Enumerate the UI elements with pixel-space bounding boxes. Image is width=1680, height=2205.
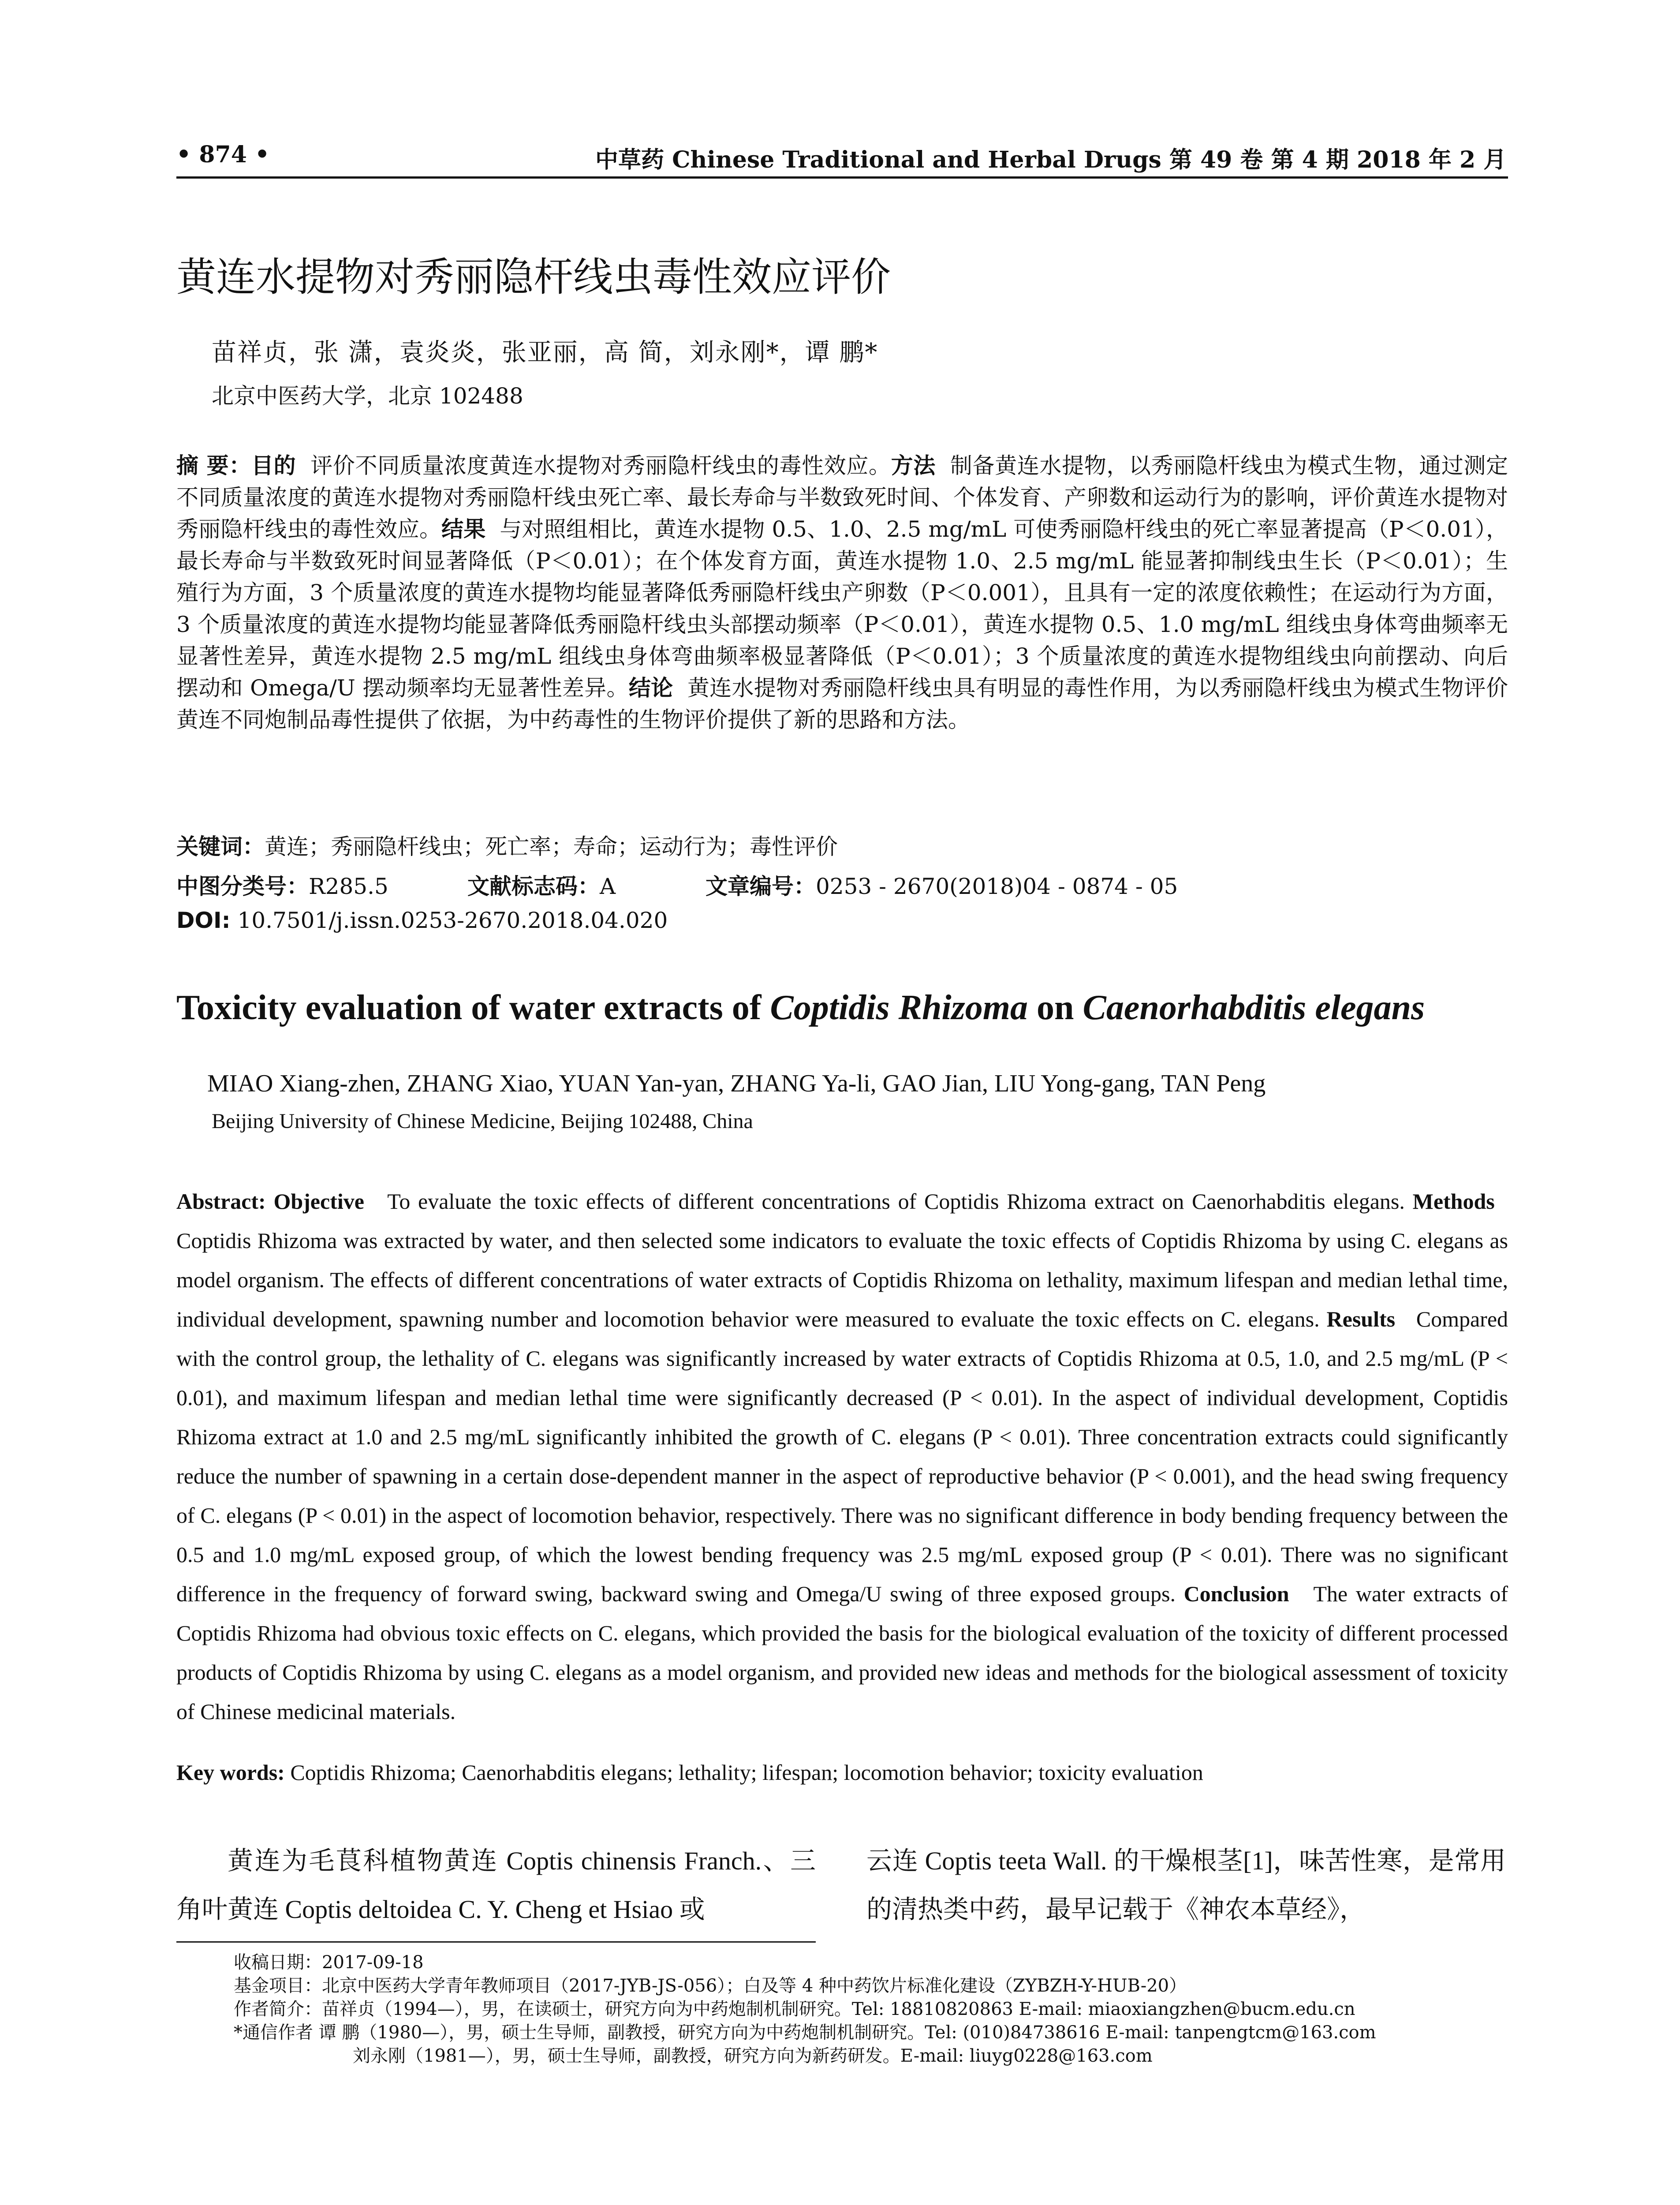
conclusion-label-en: Conclusion [1183,1581,1289,1606]
footnote-corresponding-1: *通信作者 谭 鹏（1980—），男，硕士生导师，副教授，研究方向为中药炮制机制研究。Tel: (010)84738616 E-mail: tanpengtcm@163.com [234,2022,1376,2043]
doi-line [176,908,668,933]
header-rule [176,176,1508,179]
title-en-species: Coptidis Rhizoma [770,988,1028,1027]
article-number [706,869,1178,901]
keywords-cn-label: 关键词： [176,834,265,860]
clc-label: 中图分类号： [176,874,309,899]
keywords-en-label: Key words: [176,1760,285,1785]
title-cn: 黄连水提物对秀丽隐杆线虫毒性效应评价 [176,254,891,300]
keywords-cn-text: 黄连；秀丽隐杆线虫；死亡率；寿命；运动行为；毒性评价 [265,834,838,860]
objective-label-cn: 目的 [251,453,296,478]
affiliation-cn: 北京中医药大学，北京 102488 [212,383,523,409]
authors-en: MIAO Xiang-zhen, ZHANG Xiao, YUAN Yan-yan, ZHANG Ya-li, GAO Jian, LIU Yong-gang, TAN Peng [207,1070,1266,1097]
footnote-corresponding-2: 刘永刚（1981—），男，硕士生导师，副教授，研究方向为新药研发。E-mail: liuyg0228@163.com [353,2046,1153,2066]
affiliation-en: Beijing University of Chinese Medicine, Beijing 102488, China [212,1110,753,1133]
footnote-received: 收稿日期：2017-09-18 [234,1952,424,1973]
doi-value: 10.7501/j.issn.0253-2670.2018.04.020 [237,908,668,933]
body-text-left: 黄连为毛茛科植物黄连 Coptis chinensis Franch.、三角叶黄连 Coptis deltoidea C. Y. Cheng et Hsiao 或 [176,1846,816,1924]
methods-en: Coptidis Rhizoma was extracted by water, and then selected some indicators to evaluate the toxic effects of Coptidis Rhizoma by using C. elegans as model organism. The effects of different concentrations of water extracts of Coptidis Rhizoma on lethality, maximum lifespan and median lethal time, individual development, spawning number and locomotion behavior were measured to evaluate the toxic effects on C. elegans. [176,1228,1508,1331]
title-en-organism: Caenorhabditis elegans [1083,988,1425,1027]
results-label-en: Results [1326,1307,1396,1331]
doc-label: 文献标志码： [467,874,600,899]
article-label: 文章编号： [706,874,816,899]
methods-cn: 制备黄连水提物，以秀丽隐杆线虫为模式生物，通过测定不同质量浓度的黄连水提物对秀丽隐杆线虫死亡率、最长寿命与半数致死时间、个体发育、产卵数和运动行为的影响，评价黄连水提物对秀丽隐杆线虫的毒性效应。 [176,453,1508,542]
abstract-en [176,1182,1508,1731]
body-column-left [176,1837,816,1934]
journal-name: 中草药 Chinese Traditional and Herbal Drugs 第 49 卷 第 4 期 2018 年 2 月 [595,146,1507,173]
doc-code [467,869,616,901]
results-cn: 与对照组相比，黄连水提物 0.5、1.0、2.5 mg/mL 可使秀丽隐杆线虫的死亡率显著提高（P＜0.01），最长寿命与半数致死时间显著降低（P＜0.01）；在个体发育方面，黄连水提物 1.0、2.5 mg/mL 能显著抑制线虫生长（P＜0.01）；生殖行为方面，3 个质量浓度的黄连水提物均能显著降低秀丽隐杆线虫产卵数（P＜0.001），且具有一定的浓度依赖性；在运动行为方面，3 个质量浓度的黄连水提物均能显著降低秀丽隐杆线虫头部摆动频率（P＜0.01），黄连水提物 0.5、1.0 mg/mL 组线虫身体弯曲频率无显著性差异，黄连水提物 2.5 mg/mL 组线虫身体弯曲频率极显著降低（P＜0.01）；3 个质量浓度的黄连水提物组线虫向前摆动、向后摆动和 Omega/U 摆动频率均无显著性差异。 [176,516,1508,701]
keywords-cn [176,829,838,861]
methods-label-en: Methods [1412,1189,1495,1214]
doi-label: DOI: [176,908,231,933]
title-en-part: Toxicity evaluation of water extracts of [176,988,770,1027]
authors-cn: 苗祥贞，张 潇，袁炎炎，张亚丽，高 简，刘永刚*，谭 鹏* [212,338,878,367]
results-label-cn: 结果 [441,516,486,542]
conclusion-label-cn: 结论 [628,675,673,701]
page-number: • 874 • [176,141,270,168]
results-en: Compared with the control group, the lethality of C. elegans was significantly increased by water extracts of Coptidis Rhizoma at 0.5, 1.0, and 2.5 mg/mL (P < 0.01), and maximum lifespan and median lethal time were significantly decreased (P < 0.01). In the aspect of individual development, Coptidis Rhizoma extract at 1.0 and 2.5 mg/mL significantly inhibited the growth of C. elegans (P < 0.01). Three concentration extracts could significantly reduce the number of spawning in a certain dose-dependent manner in the aspect of reproductive behavior (P < 0.001), and the head swing frequency of C. elegans (P < 0.01) in the aspect of locomotion behavior, respectively. There was no significant difference in body bending frequency between the 0.5 and 1.0 mg/mL exposed group, of which the lowest bending frequency was 2.5 mg/mL exposed group (P < 0.01). There was no significant difference in the frequency of forward swing, backward swing and Omega/U swing of three exposed groups. [176,1307,1508,1606]
title-en [176,988,1425,1028]
running-header [176,138,1508,173]
title-en-part: on [1028,988,1083,1027]
footnote-rule [176,1941,816,1943]
conclusion-cn: 黄连水提物对秀丽隐杆线虫具有明显的毒性作用，为以秀丽隐杆线虫为模式生物评价黄连不同炮制品毒性提供了依据，为中药毒性的生物评价提供了新的思路和方法。 [176,675,1508,733]
classification-line [176,869,1508,901]
footnote-bio: 作者简介：苗祥贞（1994—），男，在读硕士，研究方向为中药炮制机制研究。Tel: 18810820863 E-mail: miaoxiangzhen@bucm.edu.cn [234,1999,1355,2019]
abstract-cn-label: 摘 要： [176,453,251,478]
conclusion-en: The water extracts of Coptidis Rhizoma had obvious toxic effects on C. elegans, which provided the basis for the biological evaluation of the toxicity of different processed products of Coptidis Rhizoma by using C. elegans as a model organism, and provided new ideas and methods for the biological assessment of toxicity of Chinese medicinal materials. [176,1581,1508,1724]
keywords-en [176,1760,1203,1785]
clc-value: R285.5 [309,874,388,899]
article-value: 0253 - 2670(2018)04 - 0874 - 05 [816,874,1178,899]
keywords-en-text: Coptidis Rhizoma; Caenorhabditis elegans; lethality; lifespan; locomotion behavior; toxicity evaluation [290,1760,1203,1785]
body-column-right [866,1837,1506,1934]
objective-en: To evaluate the toxic effects of different concentrations of Coptidis Rhizoma extract on Caenorhabditis elegans. [387,1189,1405,1214]
body-text-right: 云连 Coptis teeta Wall. 的干燥根茎[1]，味苦性寒，是常用的清热类中药，最早记载于《神农本草经》， [866,1846,1506,1924]
footnote-fund: 基金项目：北京中医药大学青年教师项目（2017-JYB-JS-056）；白及等 4 种中药饮片标准化建设（ZYBZH-Y-HUB-20） [234,1976,1187,1996]
objective-label-en: Abstract: Objective [176,1189,364,1214]
methods-label-cn: 方法 [891,453,936,478]
objective-cn: 评价不同质量浓度黄连水提物对秀丽隐杆线虫的毒性效应。 [310,453,891,478]
abstract-cn [176,450,1508,736]
doc-value: A [600,874,616,899]
